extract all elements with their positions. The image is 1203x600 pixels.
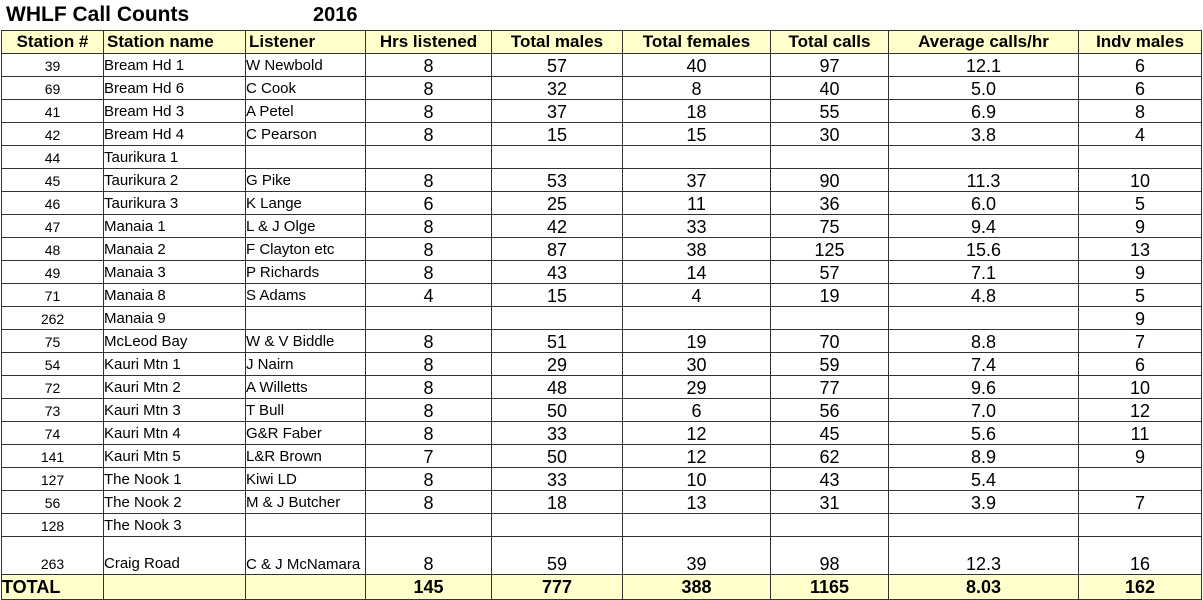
cell-total-males[interactable]: 18	[492, 491, 623, 514]
cell-total-males[interactable]: 53	[492, 169, 623, 192]
cell-total-calls[interactable]: 40	[771, 77, 889, 100]
cell-total-females[interactable]: 38	[623, 238, 771, 261]
cell-hrs-listened[interactable]	[366, 307, 492, 330]
cell-total-males[interactable]	[492, 307, 623, 330]
table-row	[2, 169, 1202, 192]
cell-station-name[interactable]: Kauri Mtn 5	[104, 445, 246, 468]
cell-total-calls[interactable]: 43	[771, 468, 889, 491]
cell-listener[interactable]: G&R Faber	[246, 422, 366, 445]
cell-station-name[interactable]: Craig Road	[104, 537, 246, 575]
cell-average-calls-hr[interactable]: 5.4	[889, 468, 1079, 491]
cell-station-name[interactable]: Manaia 3	[104, 261, 246, 284]
cell-station-name[interactable]: Bream Hd 4	[104, 123, 246, 146]
cell-hrs-listened[interactable]: 8	[366, 491, 492, 514]
cell-station-number[interactable]: 72	[2, 376, 104, 399]
cell-station-number[interactable]: 75	[2, 330, 104, 353]
col-header-total-males[interactable]: Total males	[492, 31, 623, 54]
cell-station-name[interactable]: Kauri Mtn 3	[104, 399, 246, 422]
cell-total-females[interactable]: 12	[623, 422, 771, 445]
cell-total-females[interactable]: 39	[623, 537, 771, 575]
cell-total-calls[interactable]: 98	[771, 537, 889, 575]
cell-listener[interactable]: F Clayton etc	[246, 238, 366, 261]
cell-listener[interactable]: M & J Butcher	[246, 491, 366, 514]
table-row	[2, 215, 1202, 238]
table-row	[2, 146, 1202, 169]
cell-hrs-listened[interactable]: 6	[366, 192, 492, 215]
cell-station-number[interactable]: 73	[2, 399, 104, 422]
col-header-indv-males[interactable]: Indv males	[1079, 31, 1202, 54]
cell-station-name[interactable]: Taurikura 1	[104, 146, 246, 169]
cell-station-name[interactable]: Bream Hd 1	[104, 54, 246, 77]
cell-station-name[interactable]: Kauri Mtn 2	[104, 376, 246, 399]
cell-average-calls-hr[interactable]: 9.4	[889, 215, 1079, 238]
cell-total-females[interactable]: 13	[623, 491, 771, 514]
cell-total-females[interactable]: 14	[623, 261, 771, 284]
cell-indv-males[interactable]: 10	[1079, 376, 1202, 399]
cell-station-number[interactable]: 39	[2, 54, 104, 77]
cell-station-number[interactable]: 128	[2, 514, 104, 537]
sheet-title: WHLF Call Counts	[6, 3, 190, 26]
col-header-total-calls[interactable]: Total calls	[771, 31, 889, 54]
cell-indv-males[interactable]: 7	[1079, 491, 1202, 514]
cell-total-females[interactable]: 40	[623, 54, 771, 77]
cell-indv-males[interactable]: 6	[1079, 54, 1202, 77]
table-row	[2, 514, 1202, 537]
cell-total-females[interactable]: 10	[623, 468, 771, 491]
call-counts-table	[1, 30, 1202, 600]
cell-station-number[interactable]: 48	[2, 238, 104, 261]
cell-listener[interactable]	[246, 307, 366, 330]
cell-listener[interactable]: Kiwi LD	[246, 468, 366, 491]
cell-listener[interactable]: J Nairn	[246, 353, 366, 376]
cell-hrs-listened[interactable]: 8	[366, 330, 492, 353]
cell-total-females[interactable]: 12	[623, 445, 771, 468]
cell-station-name[interactable]: The Nook 2	[104, 491, 246, 514]
cell-hrs-listened[interactable]: 8	[366, 261, 492, 284]
total-cell-empty[interactable]	[246, 575, 366, 600]
cell-total-calls[interactable]: 90	[771, 169, 889, 192]
cell-total-males[interactable]: 48	[492, 376, 623, 399]
cell-listener[interactable]: K Lange	[246, 192, 366, 215]
cell-station-name[interactable]: Taurikura 2	[104, 169, 246, 192]
cell-indv-males[interactable]	[1079, 514, 1202, 537]
cell-total-calls[interactable]: 19	[771, 284, 889, 307]
cell-total-males[interactable]: 50	[492, 399, 623, 422]
header-row	[2, 31, 1202, 54]
cell-station-name[interactable]: Manaia 8	[104, 284, 246, 307]
cell-station-number[interactable]: 47	[2, 215, 104, 238]
cell-total-calls[interactable]: 77	[771, 376, 889, 399]
title-bar	[0, 0, 1203, 30]
cell-average-calls-hr[interactable]: 5.0	[889, 77, 1079, 100]
cell-total-females[interactable]: 29	[623, 376, 771, 399]
cell-hrs-listened[interactable]: 8	[366, 422, 492, 445]
total-cell-empty[interactable]	[104, 575, 246, 600]
cell-total-calls[interactable]: 70	[771, 330, 889, 353]
cell-hrs-listened[interactable]: 7	[366, 445, 492, 468]
cell-station-number[interactable]: 42	[2, 123, 104, 146]
cell-indv-males[interactable]: 7	[1079, 330, 1202, 353]
cell-average-calls-hr[interactable]: 8.8	[889, 330, 1079, 353]
table-row	[2, 77, 1202, 100]
cell-total-males[interactable]	[492, 146, 623, 169]
cell-average-calls-hr[interactable]	[889, 146, 1079, 169]
total-avg[interactable]: 8.03	[889, 575, 1079, 600]
cell-average-calls-hr[interactable]	[889, 514, 1079, 537]
cell-total-females[interactable]	[623, 146, 771, 169]
cell-total-females[interactable]: 19	[623, 330, 771, 353]
cell-hrs-listened[interactable]: 8	[366, 123, 492, 146]
cell-total-calls[interactable]: 75	[771, 215, 889, 238]
cell-total-males[interactable]: 59	[492, 537, 623, 575]
cell-average-calls-hr[interactable]: 6.9	[889, 100, 1079, 123]
cell-indv-males[interactable]: 13	[1079, 238, 1202, 261]
cell-total-females[interactable]: 15	[623, 123, 771, 146]
cell-indv-males[interactable]: 6	[1079, 353, 1202, 376]
cell-station-name[interactable]: Kauri Mtn 4	[104, 422, 246, 445]
cell-listener[interactable]	[246, 146, 366, 169]
cell-hrs-listened[interactable]: 8	[366, 169, 492, 192]
col-header-average-calls-hr[interactable]: Average calls/hr	[889, 31, 1079, 54]
cell-listener[interactable]: W Newbold	[246, 54, 366, 77]
col-header-listener[interactable]: Listener	[246, 31, 366, 54]
cell-total-males[interactable]: 42	[492, 215, 623, 238]
cell-total-males[interactable]: 37	[492, 100, 623, 123]
cell-hrs-listened[interactable]: 8	[366, 399, 492, 422]
cell-total-females[interactable]: 37	[623, 169, 771, 192]
cell-station-name[interactable]: McLeod Bay	[104, 330, 246, 353]
sheet-year: 2016	[313, 4, 358, 26]
cell-total-males[interactable]	[492, 514, 623, 537]
cell-total-calls[interactable]: 62	[771, 445, 889, 468]
cell-indv-males[interactable]: 4	[1079, 123, 1202, 146]
cell-average-calls-hr[interactable]: 12.1	[889, 54, 1079, 77]
cell-indv-males[interactable]: 6	[1079, 77, 1202, 100]
table-row	[2, 491, 1202, 514]
cell-total-calls[interactable]: 31	[771, 491, 889, 514]
cell-indv-males[interactable]: 10	[1079, 169, 1202, 192]
table-row	[2, 537, 1202, 575]
cell-listener[interactable]: A Willetts	[246, 376, 366, 399]
total-row	[2, 575, 1202, 600]
cell-total-females[interactable]	[623, 307, 771, 330]
cell-station-number[interactable]: 46	[2, 192, 104, 215]
table-row	[2, 468, 1202, 491]
table-row	[2, 123, 1202, 146]
cell-total-calls[interactable]: 30	[771, 123, 889, 146]
cell-total-calls[interactable]	[771, 146, 889, 169]
cell-total-calls[interactable]: 45	[771, 422, 889, 445]
cell-station-name[interactable]: Bream Hd 3	[104, 100, 246, 123]
cell-indv-males[interactable]: 9	[1079, 445, 1202, 468]
cell-total-males[interactable]: 33	[492, 422, 623, 445]
cell-station-name[interactable]: Manaia 9	[104, 307, 246, 330]
cell-listener[interactable]: T Bull	[246, 399, 366, 422]
cell-total-calls[interactable]	[771, 514, 889, 537]
cell-listener[interactable]: C Cook	[246, 77, 366, 100]
cell-indv-males[interactable]: 5	[1079, 192, 1202, 215]
cell-average-calls-hr[interactable]: 12.3	[889, 537, 1079, 575]
cell-total-males[interactable]: 57	[492, 54, 623, 77]
cell-listener[interactable]: A Petel	[246, 100, 366, 123]
cell-hrs-listened[interactable]	[366, 514, 492, 537]
cell-station-number[interactable]: 41	[2, 100, 104, 123]
cell-listener[interactable]	[246, 514, 366, 537]
total-hrs[interactable]: 145	[366, 575, 492, 600]
cell-hrs-listened[interactable]: 8	[366, 238, 492, 261]
col-header-total-females[interactable]: Total females	[623, 31, 771, 54]
cell-indv-males[interactable]: 12	[1079, 399, 1202, 422]
cell-average-calls-hr[interactable]: 11.3	[889, 169, 1079, 192]
cell-average-calls-hr[interactable]: 3.9	[889, 491, 1079, 514]
cell-hrs-listened[interactable]: 8	[366, 353, 492, 376]
table-row	[2, 100, 1202, 123]
cell-total-males[interactable]: 15	[492, 123, 623, 146]
cell-average-calls-hr[interactable]: 5.6	[889, 422, 1079, 445]
cell-hrs-listened[interactable]: 8	[366, 215, 492, 238]
table-row	[2, 422, 1202, 445]
cell-average-calls-hr[interactable]: 4.8	[889, 284, 1079, 307]
cell-indv-males[interactable]	[1079, 146, 1202, 169]
cell-total-males[interactable]: 87	[492, 238, 623, 261]
cell-listener[interactable]: P Richards	[246, 261, 366, 284]
cell-listener[interactable]: G Pike	[246, 169, 366, 192]
table-row	[2, 376, 1202, 399]
cell-total-males[interactable]: 33	[492, 468, 623, 491]
cell-hrs-listened[interactable]: 8	[366, 54, 492, 77]
cell-listener[interactable]: S Adams	[246, 284, 366, 307]
cell-total-females[interactable]: 4	[623, 284, 771, 307]
table-body	[2, 54, 1202, 575]
cell-hrs-listened[interactable]: 8	[366, 468, 492, 491]
cell-total-females[interactable]	[623, 514, 771, 537]
cell-total-males[interactable]: 43	[492, 261, 623, 284]
cell-average-calls-hr[interactable]: 7.0	[889, 399, 1079, 422]
cell-total-females[interactable]: 33	[623, 215, 771, 238]
table-row	[2, 284, 1202, 307]
cell-station-number[interactable]: 262	[2, 307, 104, 330]
cell-station-name[interactable]: Bream Hd 6	[104, 77, 246, 100]
cell-station-number[interactable]: 49	[2, 261, 104, 284]
cell-total-calls[interactable]: 59	[771, 353, 889, 376]
cell-total-calls[interactable]: 55	[771, 100, 889, 123]
cell-indv-males[interactable]: 8	[1079, 100, 1202, 123]
cell-station-number[interactable]: 263	[2, 537, 104, 575]
cell-indv-males[interactable]: 9	[1079, 307, 1202, 330]
table-row	[2, 399, 1202, 422]
cell-average-calls-hr[interactable]: 7.4	[889, 353, 1079, 376]
table-row	[2, 192, 1202, 215]
cell-hrs-listened[interactable]: 8	[366, 376, 492, 399]
cell-average-calls-hr[interactable]: 9.6	[889, 376, 1079, 399]
cell-indv-males[interactable]	[1079, 468, 1202, 491]
cell-station-name[interactable]: Taurikura 3	[104, 192, 246, 215]
cell-total-females[interactable]: 8	[623, 77, 771, 100]
cell-average-calls-hr[interactable]: 7.1	[889, 261, 1079, 284]
cell-station-number[interactable]: 71	[2, 284, 104, 307]
cell-hrs-listened[interactable]	[366, 146, 492, 169]
col-header-hrs-listened[interactable]: Hrs listened	[366, 31, 492, 54]
cell-indv-males[interactable]: 16	[1079, 537, 1202, 575]
cell-listener[interactable]: C Pearson	[246, 123, 366, 146]
table-row	[2, 54, 1202, 77]
table-row	[2, 445, 1202, 468]
cell-station-name[interactable]: Manaia 2	[104, 238, 246, 261]
cell-station-name[interactable]: The Nook 3	[104, 514, 246, 537]
cell-total-females[interactable]: 11	[623, 192, 771, 215]
total-indv[interactable]: 162	[1079, 575, 1202, 600]
cell-total-calls[interactable]: 36	[771, 192, 889, 215]
col-header-station-number[interactable]: Station #	[2, 31, 104, 54]
cell-total-males[interactable]: 15	[492, 284, 623, 307]
cell-station-number[interactable]: 141	[2, 445, 104, 468]
cell-average-calls-hr[interactable]: 3.8	[889, 123, 1079, 146]
cell-station-name[interactable]: Manaia 1	[104, 215, 246, 238]
cell-station-name[interactable]: Kauri Mtn 1	[104, 353, 246, 376]
cell-indv-males[interactable]: 9	[1079, 261, 1202, 284]
cell-total-calls[interactable]: 125	[771, 238, 889, 261]
cell-station-name[interactable]: The Nook 1	[104, 468, 246, 491]
cell-station-number[interactable]: 74	[2, 422, 104, 445]
cell-total-calls[interactable]: 56	[771, 399, 889, 422]
total-label[interactable]: TOTAL	[2, 575, 104, 600]
cell-station-number[interactable]: 45	[2, 169, 104, 192]
cell-total-females[interactable]: 6	[623, 399, 771, 422]
cell-station-number[interactable]: 54	[2, 353, 104, 376]
cell-station-number[interactable]: 69	[2, 77, 104, 100]
table-row	[2, 330, 1202, 353]
total-males[interactable]: 777	[492, 575, 623, 600]
cell-total-females[interactable]: 18	[623, 100, 771, 123]
cell-hrs-listened[interactable]: 4	[366, 284, 492, 307]
cell-total-calls[interactable]: 97	[771, 54, 889, 77]
cell-indv-males[interactable]: 11	[1079, 422, 1202, 445]
cell-total-females[interactable]: 30	[623, 353, 771, 376]
total-calls[interactable]: 1165	[771, 575, 889, 600]
cell-total-males[interactable]: 29	[492, 353, 623, 376]
cell-total-males[interactable]: 25	[492, 192, 623, 215]
cell-average-calls-hr[interactable]: 6.0	[889, 192, 1079, 215]
cell-total-males[interactable]: 32	[492, 77, 623, 100]
cell-station-number[interactable]: 44	[2, 146, 104, 169]
cell-listener[interactable]: W & V Biddle	[246, 330, 366, 353]
cell-average-calls-hr[interactable]	[889, 307, 1079, 330]
cell-hrs-listened[interactable]: 8	[366, 77, 492, 100]
cell-hrs-listened[interactable]: 8	[366, 537, 492, 575]
cell-average-calls-hr[interactable]: 15.6	[889, 238, 1079, 261]
cell-indv-males[interactable]: 5	[1079, 284, 1202, 307]
cell-total-calls[interactable]	[771, 307, 889, 330]
col-header-station-name[interactable]: Station name	[104, 31, 246, 54]
cell-listener[interactable]: C & J McNamara	[246, 537, 366, 575]
cell-total-calls[interactable]: 57	[771, 261, 889, 284]
table-row	[2, 261, 1202, 284]
cell-listener[interactable]: L&R Brown	[246, 445, 366, 468]
table-row	[2, 238, 1202, 261]
table-row	[2, 353, 1202, 376]
cell-listener[interactable]: L & J Olge	[246, 215, 366, 238]
cell-total-males[interactable]: 51	[492, 330, 623, 353]
cell-hrs-listened[interactable]: 8	[366, 100, 492, 123]
cell-indv-males[interactable]: 9	[1079, 215, 1202, 238]
total-females[interactable]: 388	[623, 575, 771, 600]
cell-average-calls-hr[interactable]: 8.9	[889, 445, 1079, 468]
table-row	[2, 307, 1202, 330]
cell-station-number[interactable]: 127	[2, 468, 104, 491]
cell-station-number[interactable]: 56	[2, 491, 104, 514]
cell-total-males[interactable]: 50	[492, 445, 623, 468]
